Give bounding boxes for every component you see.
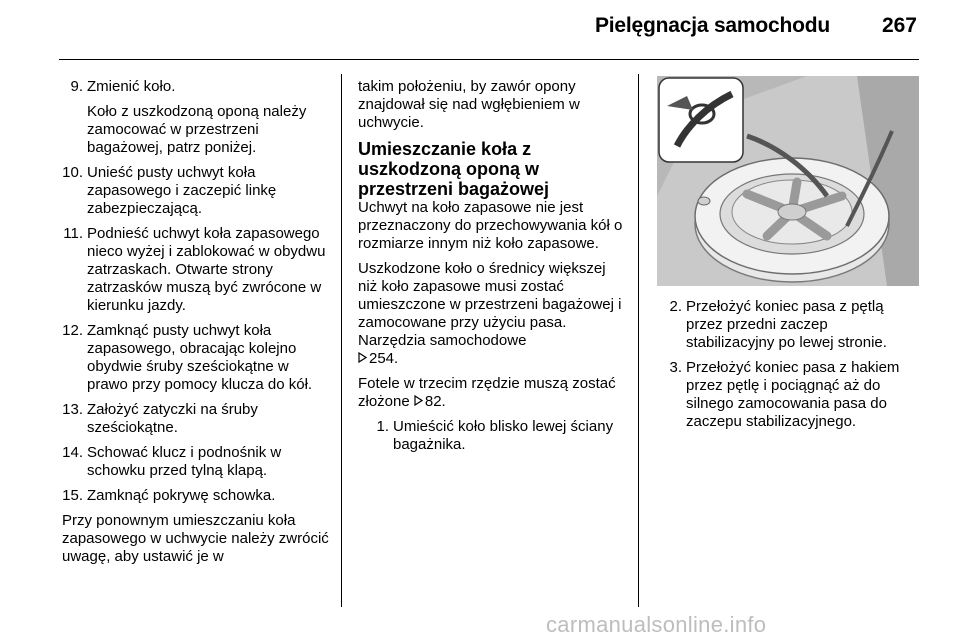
item-text: Zamknąć pokrywę schowka. — [87, 487, 276, 504]
item-text: Zmienić koło. — [87, 78, 176, 95]
list-item — [62, 487, 330, 505]
item-number: 9. — [70, 78, 83, 95]
column-divider-left — [341, 74, 342, 607]
list-item — [62, 164, 330, 218]
body-paragraph: takim położeniu, by zawór opony znajdował się nad wgłębieniem w uchwycie. — [358, 78, 580, 131]
item-text: Umieścić koło blisko lewej ściany bagażnika. — [393, 418, 614, 453]
item-number: 13. — [62, 401, 83, 418]
column-right — [661, 298, 919, 438]
item-number: 2. — [669, 298, 682, 315]
item-number: 3. — [669, 359, 682, 376]
column-divider-right — [638, 74, 639, 607]
list-item — [661, 359, 919, 431]
header-divider — [59, 59, 919, 60]
item-text: Przełożyć koniec pasa z pętlą przez przedni zaczep stabilizacyjny po lewej stronie. — [686, 298, 887, 351]
item-text: Schować klucz i podnośnik w schowku przed tylną klapą. — [87, 444, 282, 479]
item-text: Unieść pusty uchwyt koła zapasowego i zaczepić linkę zabezpieczającą. — [87, 164, 277, 217]
item-text: Założyć zatyczki na śruby sześciokątne. — [87, 401, 258, 436]
item-number: 10. — [62, 164, 83, 181]
item-text: Zamknąć pusty uchwyt koła zapasowego, obracając kolejno obydwie śruby sześciokątne w prawo przy pomocy klucza do kół. — [87, 322, 313, 393]
section-title: Pielęgnacja samochodu — [594, 14, 830, 37]
page-reference-icon — [414, 393, 423, 411]
column-middle — [358, 78, 626, 461]
list-item — [62, 401, 330, 437]
body-paragraph — [358, 375, 626, 411]
item-number: 1. — [376, 418, 389, 435]
section-heading: Umieszczanie koła z uszkodzoną oponą w przestrzeni bagażowej — [358, 139, 550, 199]
item-number: 15. — [62, 487, 83, 504]
list-item — [368, 418, 626, 454]
page-reference[interactable]: 254. — [369, 350, 399, 367]
body-paragraph — [358, 260, 626, 368]
list-item — [62, 444, 330, 480]
list-item — [62, 225, 330, 315]
list-item — [62, 78, 330, 157]
paragraph-text: Uszkodzone koło o średnicy większej niż koło zapasowe musi zostać umieszczone w przestrzeni bagażowej i zamocowane przy użyciu pasa. Narzędzia samochodowe — [358, 260, 622, 349]
page-reference-icon — [358, 350, 367, 368]
list-item — [62, 322, 330, 394]
list-item — [661, 298, 919, 352]
body-paragraph: Przy ponownym umieszczaniu koła zapasowego w uchwycie należy zwrócić uwagę, aby ustawić je w — [62, 512, 329, 565]
paragraph-text: Fotele w trzecim rzędzie muszą zostać złożone — [358, 375, 616, 410]
item-number: 14. — [62, 444, 83, 461]
item-number: 12. — [62, 322, 83, 339]
watermark: carmanualsonline.info — [546, 612, 767, 637]
item-text: Podnieść uchwyt koła zapasowego nieco wyżej i zablokować w obydwu zatrzaskach. Otwarte strony zatrzasków muszą być zwrócone w kierunku jazdy. — [87, 225, 326, 314]
page-number: 267 — [881, 14, 917, 37]
item-number: 11. — [63, 225, 83, 242]
spare-wheel-illustration — [657, 76, 919, 286]
item-note: Koło z uszkodzoną oponą należy zamocować w przestrzeni bagażowej, patrz poniżej. — [87, 103, 307, 156]
item-text: Przełożyć koniec pasa z hakiem przez pętlę i pociągnąć aż do silnego zamocowania pasa do zaczepu stabilizacyjnego. — [686, 359, 900, 430]
column-left — [62, 78, 330, 566]
page-reference[interactable]: 82. — [424, 393, 446, 410]
body-paragraph: Uchwyt na koło zapasowe nie jest przeznaczony do przechowywania kół o rozmiarze innym niż koło zapasowe. — [358, 199, 623, 252]
